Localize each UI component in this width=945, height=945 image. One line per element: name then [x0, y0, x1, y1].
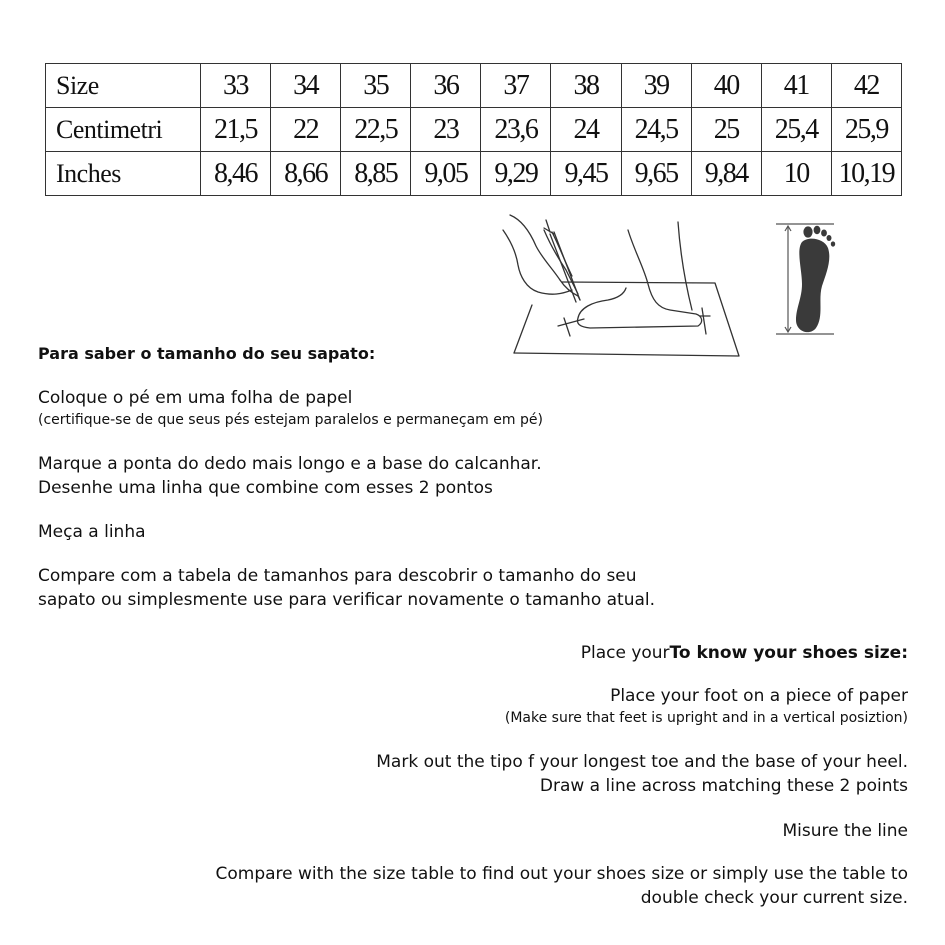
en-heading-prefix: Place your: [580, 643, 670, 663]
size-row: [46, 64, 902, 108]
cm-cell: 25,4: [761, 108, 831, 152]
cm-cell: 22: [271, 108, 341, 152]
row-header-inches: Inches: [46, 152, 201, 196]
inches-row: [46, 152, 902, 196]
pt-heading-block: [38, 342, 375, 366]
cm-cell: 23: [411, 108, 481, 152]
inch-cell: 10: [761, 152, 831, 196]
en-step-1-note: (Make sure that feet is upright and in a vertical posiztion): [504, 710, 908, 726]
size-cell: 42: [831, 64, 901, 108]
en-step-2: [376, 750, 908, 798]
pt-step-4-line-1: Compare com a tabela de tamanhos para descobrir o tamanho do seu: [38, 566, 637, 586]
cm-cell: 24: [551, 108, 621, 152]
size-cell: 36: [411, 64, 481, 108]
en-step-4-line-1: Compare with the size table to find out your shoes size or simply use the table to: [215, 864, 908, 884]
en-heading-line: [581, 641, 908, 665]
foot-on-paper-illustration: [500, 210, 745, 360]
en-step-2-line-1: Mark out the tipo f your longest toe and the base of your heel.: [376, 752, 908, 772]
cm-cell: 24,5: [621, 108, 691, 152]
en-step-3: [783, 819, 908, 843]
size-cell: 38: [551, 64, 621, 108]
pt-step-1-text: Coloque o pé em uma folha de papel: [38, 388, 353, 408]
inch-cell: 9,29: [481, 152, 551, 196]
inch-cell: 9,84: [691, 152, 761, 196]
size-cell: 39: [621, 64, 691, 108]
footprint-measure-icon: [772, 220, 842, 338]
inch-cell: 8,66: [271, 152, 341, 196]
size-cell: 34: [271, 64, 341, 108]
en-step-3-text: Misure the line: [782, 821, 908, 841]
inch-cell: 8,85: [341, 152, 411, 196]
cm-cell: 23,6: [481, 108, 551, 152]
pt-step-2-line-2: Desenhe uma linha que combine com esses 2 pontos: [38, 478, 493, 498]
size-table: [45, 63, 902, 196]
en-step-1-text: Place your foot on a piece of paper: [610, 686, 908, 706]
en-heading-block: [581, 641, 908, 665]
en-step-4: [216, 862, 909, 910]
size-cell: 35: [341, 64, 411, 108]
pt-step-1-note: (certifique-se de que seus pés estejam paralelos e permaneçam em pé): [38, 412, 543, 428]
inch-cell: 9,45: [551, 152, 621, 196]
centimetri-row: [46, 108, 902, 152]
size-cell: 41: [761, 64, 831, 108]
row-header-centimetri: Centimetri: [46, 108, 201, 152]
size-cell: 37: [481, 64, 551, 108]
cm-cell: 22,5: [341, 108, 411, 152]
inch-cell: 10,19: [831, 152, 901, 196]
pt-step-2-line-1: Marque a ponta do dedo mais longo e a base do calcanhar.: [38, 454, 542, 474]
en-step-2-line-2: Draw a line across matching these 2 points: [539, 776, 908, 796]
cm-cell: 25,9: [831, 108, 901, 152]
en-heading: To know your shoes size:: [669, 643, 908, 663]
pt-step-2: [38, 452, 542, 500]
size-cell: 33: [201, 64, 271, 108]
pt-step-1: [38, 386, 543, 430]
pt-step-3-text: Meça a linha: [38, 522, 146, 542]
inch-cell: 8,46: [201, 152, 271, 196]
pt-step-4: [38, 564, 655, 612]
inch-cell: 9,65: [621, 152, 691, 196]
pt-step-4-line-2: sapato ou simplesmente use para verificar novamente o tamanho atual.: [38, 590, 656, 610]
en-step-1: [505, 684, 908, 728]
cm-cell: 25: [691, 108, 761, 152]
inch-cell: 9,05: [411, 152, 481, 196]
pt-step-3: [38, 520, 146, 544]
pt-heading: Para saber o tamanho do seu sapato:: [38, 344, 376, 363]
row-header-size: Size: [46, 64, 201, 108]
cm-cell: 21,5: [201, 108, 271, 152]
en-step-4-line-2: double check your current size.: [640, 888, 908, 908]
size-cell: 40: [691, 64, 761, 108]
